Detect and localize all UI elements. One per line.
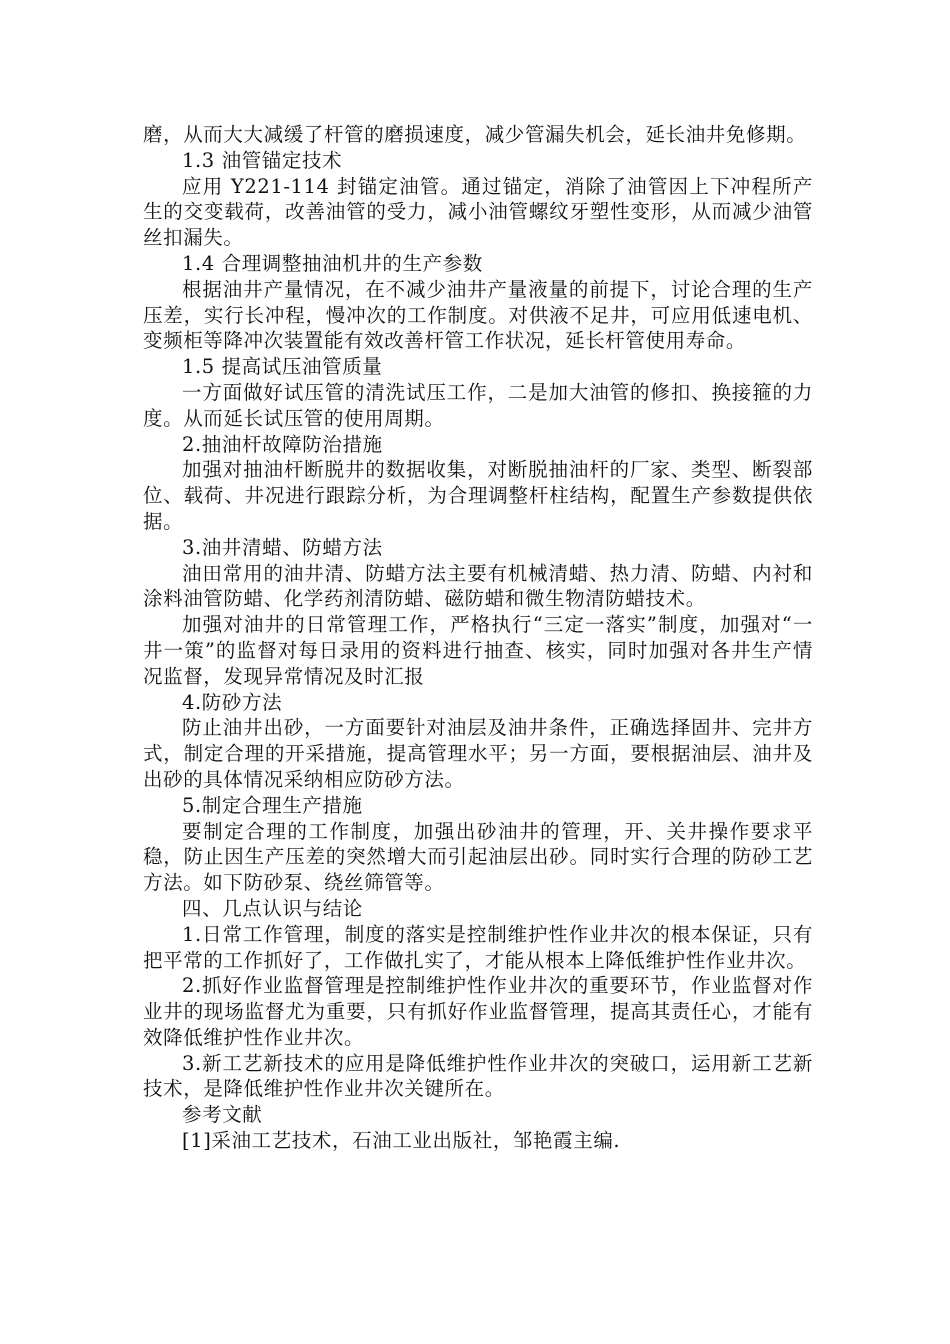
paragraph-production-parameters: 根据油井产量情况，在不减少油井产量液量的前提下，讨论合理的生产压差，实行长冲程，慢冲次的工作制度。对供液不足井，可应用低速电机、变频柜等降冲次装置能有效改善杆管工作状况，延长杆管使用寿命。 [143,277,813,353]
paragraph-conclusion-1: 1.日常工作管理，制度的落实是控制维护性作业井次的根本保证，只有把平常的工作抓好了，工作做扎实了，才能从根本上降低维护性作业井次。 [143,922,813,972]
heading-conclusions: 四、几点认识与结论 [182,896,363,920]
heading-paraffin-methods: 3.油井清蜡、防蜡方法 [182,535,383,559]
paragraph-conclusion-2: 2.抓好作业监督管理是控制维护性作业井次的重要环节，作业监督对作业井的现场监督尤为重要，只有抓好作业监督管理，提高其责任心，才能有效降低维护性作业井次。 [143,974,813,1049]
paragraph-daily-management: 加强对油井的日常管理工作，严格执行“三定一落实”制度，加强对“一井一策”的监督对每日录用的资料进行抽查、核实，同时加强对各井生产情况监督，发现异常情况及时汇报 [143,613,813,688]
reference-item-1: [1]采油工艺技术，石油工业出版社，邹艳霞主编. [182,1129,621,1153]
heading-pressure-test-tubing: 1.5 提高试压油管质量 [182,355,383,379]
paragraph-conclusion-3: 3.新工艺新技术的应用是降低维护性作业井次的突破口，运用新工艺新技术，是降低维护性作业井次关键所在。 [143,1051,813,1101]
heading-sand-control: 4.防砂方法 [182,690,283,714]
paragraph-pressure-test-tubing: 一方面做好试压管的清洗试压工作，二是加大油管的修扣、换接箍的力度。从而延长试压管的使用周期。 [143,380,813,430]
paragraph-paraffin-methods: 油田常用的油井清、防蜡方法主要有机械清蜡、热力清、防蜡、内衬和涂料油管防蜡、化学药剂清防蜡、磁防蜡和微生物清防蜡技术。 [143,561,813,611]
paragraph-anchoring-tubing: 应用 Y221-114 封锚定油管。通过锚定，消除了油管因上下冲程所产生的交变载荷，改善油管的受力，减小油管螺纹牙塑性变形，从而减少油管丝扣漏失。 [143,174,813,250]
paragraph-sand-control: 防止油井出砂，一方面要针对油层及油井条件，正确选择固井、完井方式，制定合理的开采措施，提高管理水平；另一方面，要根据油层、油井及出砂的具体情况采纳相应防砂方法。 [143,716,813,791]
heading-production-parameters: 1.4 合理调整抽油机井的生产参数 [182,251,483,275]
heading-production-measures: 5.制定合理生产措施 [182,793,363,817]
document-body [143,122,813,1154]
heading-anchoring-tubing: 1.3 油管锚定技术 [182,148,343,172]
paragraph-sucker-rod-failure: 加强对抽油杆断脱井的数据收集，对断脱抽油杆的厂家、类型、断裂部位、载荷、井况进行跟踪分析，为合理调整杆柱结构，配置生产参数提供依据。 [143,458,813,533]
paragraph-continuation: 磨，从而大大减缓了杆管的磨损速度，减少管漏失机会，延长油井免修期。 [143,123,807,146]
heading-references: 参考文献 [182,1103,263,1127]
paragraph-production-measures: 要制定合理的工作制度，加强出砂油井的管理，开、关井操作要求平稳，防止因生产压差的突然增大而引起油层出砂。同时实行合理的防砂工艺方法。如下防砂泵、绕丝筛管等。 [143,819,813,895]
heading-sucker-rod-failure: 2.抽油杆故障防治措施 [182,432,383,456]
